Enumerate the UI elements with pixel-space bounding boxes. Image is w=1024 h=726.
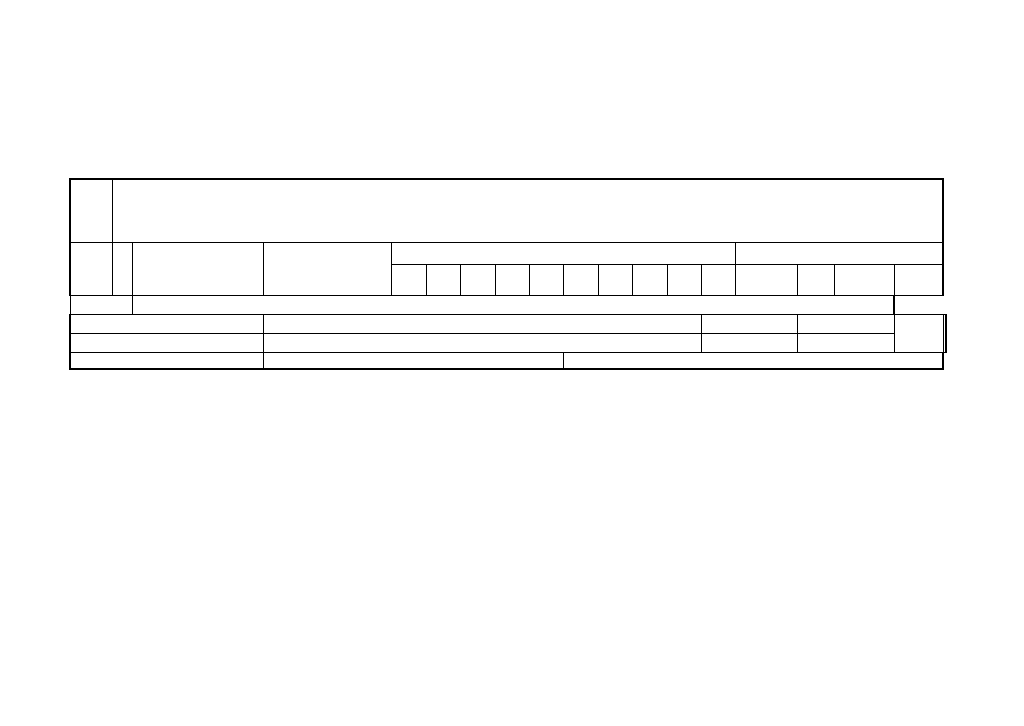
col-spec-header xyxy=(263,242,391,295)
score-label xyxy=(263,352,563,369)
supervision-label xyxy=(894,314,943,352)
quality-grade-label xyxy=(563,352,943,369)
basic-req-list xyxy=(112,179,943,242)
measure-col-header xyxy=(391,264,426,295)
measure-col-header xyxy=(460,264,495,295)
docs-deduct-label xyxy=(701,333,797,352)
quality-docs-value-cell[interactable] xyxy=(263,333,701,352)
col-item-header xyxy=(132,242,263,295)
basic-req-label xyxy=(70,179,112,242)
total-value-cell[interactable] xyxy=(132,295,894,314)
docs-deduct-cell[interactable] xyxy=(797,333,894,352)
measure-col-header xyxy=(667,264,701,295)
col-measured-header xyxy=(391,242,735,264)
col-quality-header xyxy=(735,242,943,264)
quality-table xyxy=(69,178,947,370)
measure-col-header xyxy=(495,264,529,295)
quality-docs-label xyxy=(70,333,263,352)
appearance-value-cell[interactable] xyxy=(263,314,701,333)
grade-label xyxy=(70,352,263,369)
appearance-deduct-cell[interactable] xyxy=(797,314,894,333)
appearance-deduct-label xyxy=(701,314,797,333)
measure-col-header xyxy=(529,264,563,295)
col-score-header xyxy=(894,264,943,295)
col-no-header xyxy=(112,242,132,295)
col-weight-header xyxy=(834,264,894,295)
measure-col-header xyxy=(598,264,632,295)
measure-col-header xyxy=(701,264,735,295)
measure-col-header xyxy=(632,264,667,295)
appearance-label xyxy=(70,314,263,333)
measured-section-label xyxy=(70,242,112,295)
measure-col-header xyxy=(563,264,598,295)
col-rate-header xyxy=(797,264,834,295)
supervision-value-cell[interactable] xyxy=(943,314,946,352)
measure-col-header xyxy=(426,264,460,295)
total-label xyxy=(70,295,132,314)
col-avg-header xyxy=(735,264,797,295)
